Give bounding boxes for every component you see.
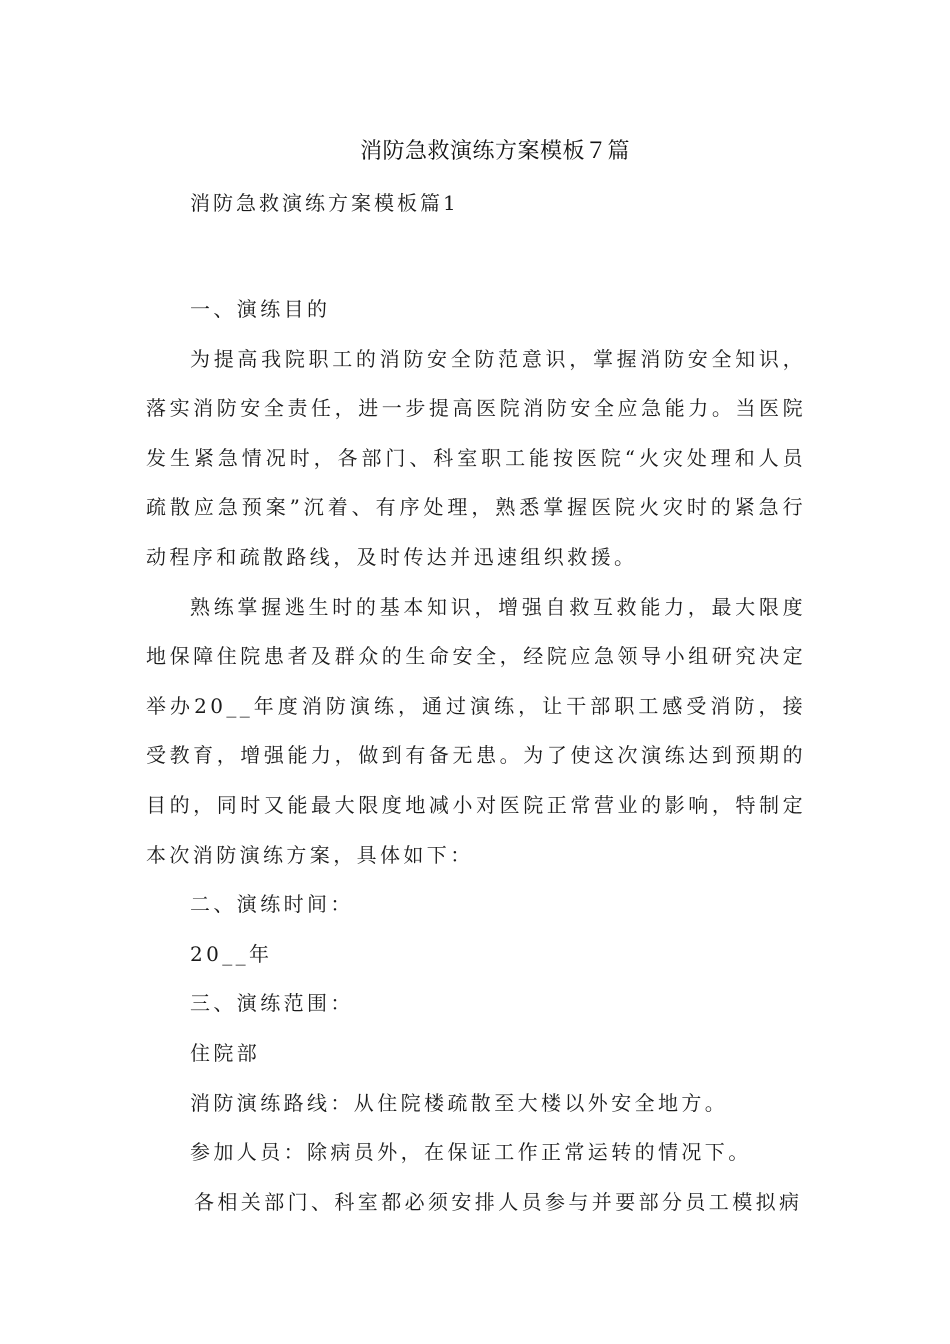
paragraph-purpose: 为提高我院职工的消防安全防范意识，掌握消防安全知识，落实消防安全责任，进一步提高医院消防安全应急能力。当医院发生紧急情况时，各部门、科室职工能按医院“火灾处理和人员疏散应急预案”沉着、有序处理，熟悉掌握医院火灾时的紧急行动程序和疏散路线，及时传达并迅速组织救援。 — [146, 346, 806, 569]
document-body — [146, 285, 806, 1227]
paragraph-route: 消防演练路线：从住院楼疏散至大楼以外安全地方。 — [190, 1090, 729, 1115]
paragraph-time: 20__年 — [190, 941, 273, 966]
paragraph-departments: 各相关部门、科室都必须安排人员参与并要部分员工模拟病 — [194, 1189, 803, 1214]
section-heading-time: 二、演练时间： — [190, 892, 354, 917]
document-subtitle: 消防急救演练方案模板篇1 — [190, 191, 459, 215]
section-heading-scope: 三、演练范围： — [190, 991, 354, 1016]
section-heading-purpose: 一、演练目的 — [190, 297, 331, 321]
paragraph-participants: 参加人员：除病员外，在保证工作正常运转的情况下。 — [190, 1140, 752, 1165]
document-title: 消防急救演练方案模板７篇 — [359, 139, 630, 164]
paragraph-knowledge: 熟练掌握逃生时的基本知识，增强自救互救能力，最大限度地保障住院患者及群众的生命安全，经院应急领导小组研究决定举办20__年度消防演练，通过演练，让干部职工感受消防，接受教育，增强能力，做到有备无患。为了使这次演练达到预期的目的，同时又能最大限度地减小对医院正常营业的影响，特制定本次消防演练方案，具体如下： — [146, 594, 806, 867]
paragraph-scope: 住院部 — [190, 1040, 261, 1065]
